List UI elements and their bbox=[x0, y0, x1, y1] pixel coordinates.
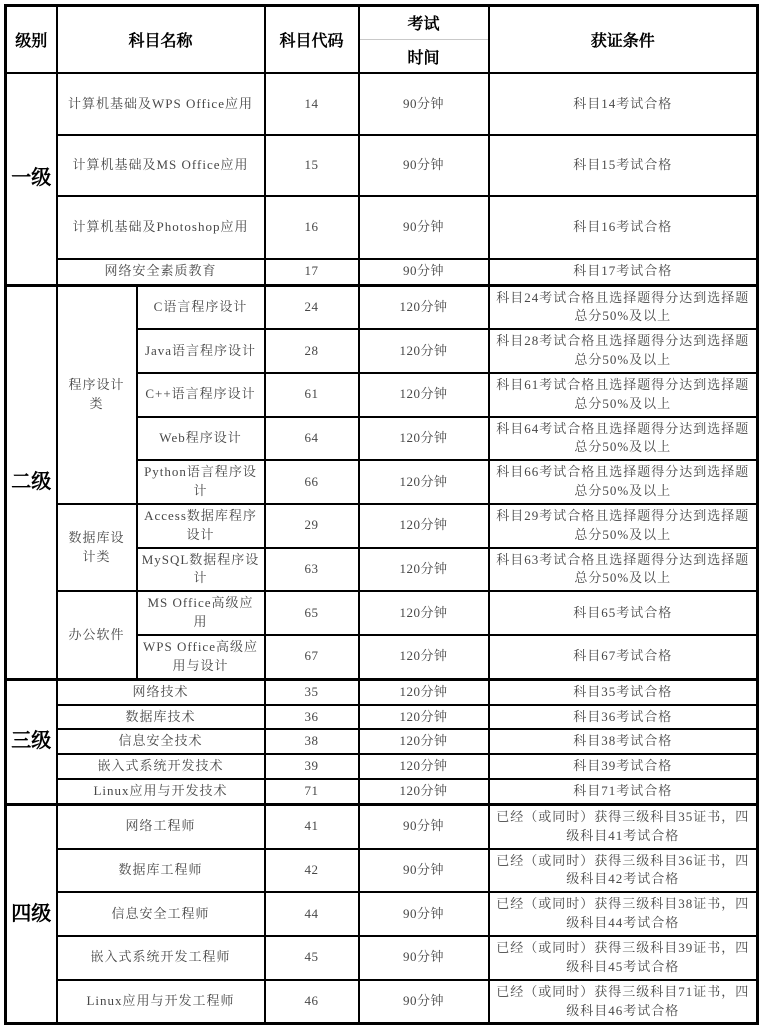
time-cell: 120分钟 bbox=[359, 373, 489, 417]
condition-cell: 科目35考试合格 bbox=[489, 679, 758, 704]
code-cell: 41 bbox=[265, 804, 359, 848]
column-header-time-line1: 考试 bbox=[360, 7, 488, 40]
level-cell-4: 四级 bbox=[6, 804, 57, 1023]
time-cell: 120分钟 bbox=[359, 591, 489, 635]
subject-cell: Java语言程序设计 bbox=[137, 329, 265, 373]
ncre-subject-table bbox=[4, 4, 759, 1025]
code-cell: 46 bbox=[265, 980, 359, 1024]
condition-cell: 科目17考试合格 bbox=[489, 259, 758, 285]
condition-cell: 科目15考试合格 bbox=[489, 135, 758, 196]
category-cell-programming: 程序设计类 bbox=[57, 285, 137, 504]
condition-cell: 科目65考试合格 bbox=[489, 591, 758, 635]
table-row bbox=[6, 729, 758, 754]
time-cell: 120分钟 bbox=[359, 504, 489, 548]
code-cell: 29 bbox=[265, 504, 359, 548]
subject-cell: Python语言程序设计 bbox=[137, 460, 265, 504]
time-cell: 120分钟 bbox=[359, 705, 489, 730]
table-row bbox=[6, 705, 758, 730]
condition-cell: 科目24考试合格且选择题得分达到选择题总分50%及以上 bbox=[489, 285, 758, 329]
time-cell: 90分钟 bbox=[359, 196, 489, 259]
code-cell: 64 bbox=[265, 417, 359, 461]
code-cell: 71 bbox=[265, 779, 359, 804]
table-row bbox=[6, 135, 758, 196]
column-header-time-line2: 时间 bbox=[407, 50, 440, 67]
code-cell: 42 bbox=[265, 849, 359, 893]
subject-cell: 嵌入式系统开发工程师 bbox=[57, 936, 265, 980]
time-cell: 90分钟 bbox=[359, 135, 489, 196]
time-cell: 90分钟 bbox=[359, 936, 489, 980]
code-cell: 45 bbox=[265, 936, 359, 980]
table-row bbox=[6, 892, 758, 936]
condition-cell: 科目16考试合格 bbox=[489, 196, 758, 259]
column-header-time bbox=[359, 6, 489, 74]
category-cell-database: 数据库设计类 bbox=[57, 504, 137, 591]
time-cell: 120分钟 bbox=[359, 729, 489, 754]
subject-cell: 网络工程师 bbox=[57, 804, 265, 848]
table-row bbox=[6, 754, 758, 779]
time-cell: 120分钟 bbox=[359, 329, 489, 373]
code-cell: 14 bbox=[265, 73, 359, 135]
table-row bbox=[6, 849, 758, 893]
time-cell: 120分钟 bbox=[359, 548, 489, 592]
subject-cell: Web程序设计 bbox=[137, 417, 265, 461]
time-cell: 120分钟 bbox=[359, 679, 489, 704]
code-cell: 65 bbox=[265, 591, 359, 635]
code-cell: 36 bbox=[265, 705, 359, 730]
condition-cell: 已经（或同时）获得三级科目38证书，四级科目44考试合格 bbox=[489, 892, 758, 936]
subject-cell: 信息安全工程师 bbox=[57, 892, 265, 936]
subject-cell: 计算机基础及WPS Office应用 bbox=[57, 73, 265, 135]
time-cell: 120分钟 bbox=[359, 754, 489, 779]
time-cell: 120分钟 bbox=[359, 417, 489, 461]
condition-cell: 科目36考试合格 bbox=[489, 705, 758, 730]
table-row bbox=[6, 591, 758, 635]
time-cell: 90分钟 bbox=[359, 892, 489, 936]
table-row bbox=[6, 504, 758, 548]
code-cell: 35 bbox=[265, 679, 359, 704]
table-row bbox=[6, 679, 758, 704]
subject-cell: Linux应用与开发技术 bbox=[57, 779, 265, 804]
code-cell: 63 bbox=[265, 548, 359, 592]
condition-cell: 已经（或同时）获得三级科目39证书，四级科目45考试合格 bbox=[489, 936, 758, 980]
condition-cell: 已经（或同时）获得三级科目71证书，四级科目46考试合格 bbox=[489, 980, 758, 1024]
condition-cell: 已经（或同时）获得三级科目36证书，四级科目42考试合格 bbox=[489, 849, 758, 893]
column-header-condition: 获证条件 bbox=[489, 6, 758, 74]
header-row bbox=[6, 6, 758, 74]
table-row bbox=[6, 196, 758, 259]
subject-cell: C++语言程序设计 bbox=[137, 373, 265, 417]
time-cell: 90分钟 bbox=[359, 259, 489, 285]
subject-cell: 计算机基础及MS Office应用 bbox=[57, 135, 265, 196]
condition-cell: 科目71考试合格 bbox=[489, 779, 758, 804]
subject-cell: 信息安全技术 bbox=[57, 729, 265, 754]
category-cell-office: 办公软件 bbox=[57, 591, 137, 679]
condition-cell: 科目14考试合格 bbox=[489, 73, 758, 135]
time-cell: 90分钟 bbox=[359, 980, 489, 1024]
subject-cell: 网络技术 bbox=[57, 679, 265, 704]
level-cell-1: 一级 bbox=[6, 73, 57, 285]
condition-cell: 科目28考试合格且选择题得分达到选择题总分50%及以上 bbox=[489, 329, 758, 373]
subject-cell: 数据库技术 bbox=[57, 705, 265, 730]
condition-cell: 已经（或同时）获得三级科目35证书，四级科目41考试合格 bbox=[489, 804, 758, 848]
column-header-subject: 科目名称 bbox=[57, 6, 265, 74]
condition-cell: 科目63考试合格且选择题得分达到选择题总分50%及以上 bbox=[489, 548, 758, 592]
time-cell: 120分钟 bbox=[359, 285, 489, 329]
code-cell: 66 bbox=[265, 460, 359, 504]
code-cell: 44 bbox=[265, 892, 359, 936]
subject-cell: WPS Office高级应用与设计 bbox=[137, 635, 265, 679]
subject-cell: C语言程序设计 bbox=[137, 285, 265, 329]
condition-cell: 科目29考试合格且选择题得分达到选择题总分50%及以上 bbox=[489, 504, 758, 548]
code-cell: 67 bbox=[265, 635, 359, 679]
time-cell: 120分钟 bbox=[359, 779, 489, 804]
table-row bbox=[6, 285, 758, 329]
code-cell: 15 bbox=[265, 135, 359, 196]
code-cell: 61 bbox=[265, 373, 359, 417]
subject-cell: MySQL数据程序设计 bbox=[137, 548, 265, 592]
column-header-code: 科目代码 bbox=[265, 6, 359, 74]
table-row bbox=[6, 804, 758, 848]
level-cell-3: 三级 bbox=[6, 679, 57, 804]
table-row bbox=[6, 259, 758, 285]
code-cell: 16 bbox=[265, 196, 359, 259]
subject-cell: 计算机基础及Photoshop应用 bbox=[57, 196, 265, 259]
subject-cell: 嵌入式系统开发技术 bbox=[57, 754, 265, 779]
code-cell: 28 bbox=[265, 329, 359, 373]
subject-cell: 网络安全素质教育 bbox=[57, 259, 265, 285]
table-row bbox=[6, 73, 758, 135]
code-cell: 38 bbox=[265, 729, 359, 754]
time-cell: 90分钟 bbox=[359, 804, 489, 848]
time-cell: 120分钟 bbox=[359, 635, 489, 679]
code-cell: 17 bbox=[265, 259, 359, 285]
column-header-level: 级别 bbox=[6, 6, 57, 74]
level-cell-2: 二级 bbox=[6, 285, 57, 679]
table-row bbox=[6, 779, 758, 804]
subject-cell: Linux应用与开发工程师 bbox=[57, 980, 265, 1024]
subject-cell: MS Office高级应用 bbox=[137, 591, 265, 635]
time-cell: 90分钟 bbox=[359, 73, 489, 135]
condition-cell: 科目61考试合格且选择题得分达到选择题总分50%及以上 bbox=[489, 373, 758, 417]
condition-cell: 科目38考试合格 bbox=[489, 729, 758, 754]
code-cell: 39 bbox=[265, 754, 359, 779]
condition-cell: 科目39考试合格 bbox=[489, 754, 758, 779]
table-row bbox=[6, 936, 758, 980]
condition-cell: 科目67考试合格 bbox=[489, 635, 758, 679]
time-cell: 120分钟 bbox=[359, 460, 489, 504]
code-cell: 24 bbox=[265, 285, 359, 329]
condition-cell: 科目66考试合格且选择题得分达到选择题总分50%及以上 bbox=[489, 460, 758, 504]
table-row bbox=[6, 980, 758, 1024]
subject-cell: Access数据库程序设计 bbox=[137, 504, 265, 548]
condition-cell: 科目64考试合格且选择题得分达到选择题总分50%及以上 bbox=[489, 417, 758, 461]
time-cell: 90分钟 bbox=[359, 849, 489, 893]
subject-cell: 数据库工程师 bbox=[57, 849, 265, 893]
